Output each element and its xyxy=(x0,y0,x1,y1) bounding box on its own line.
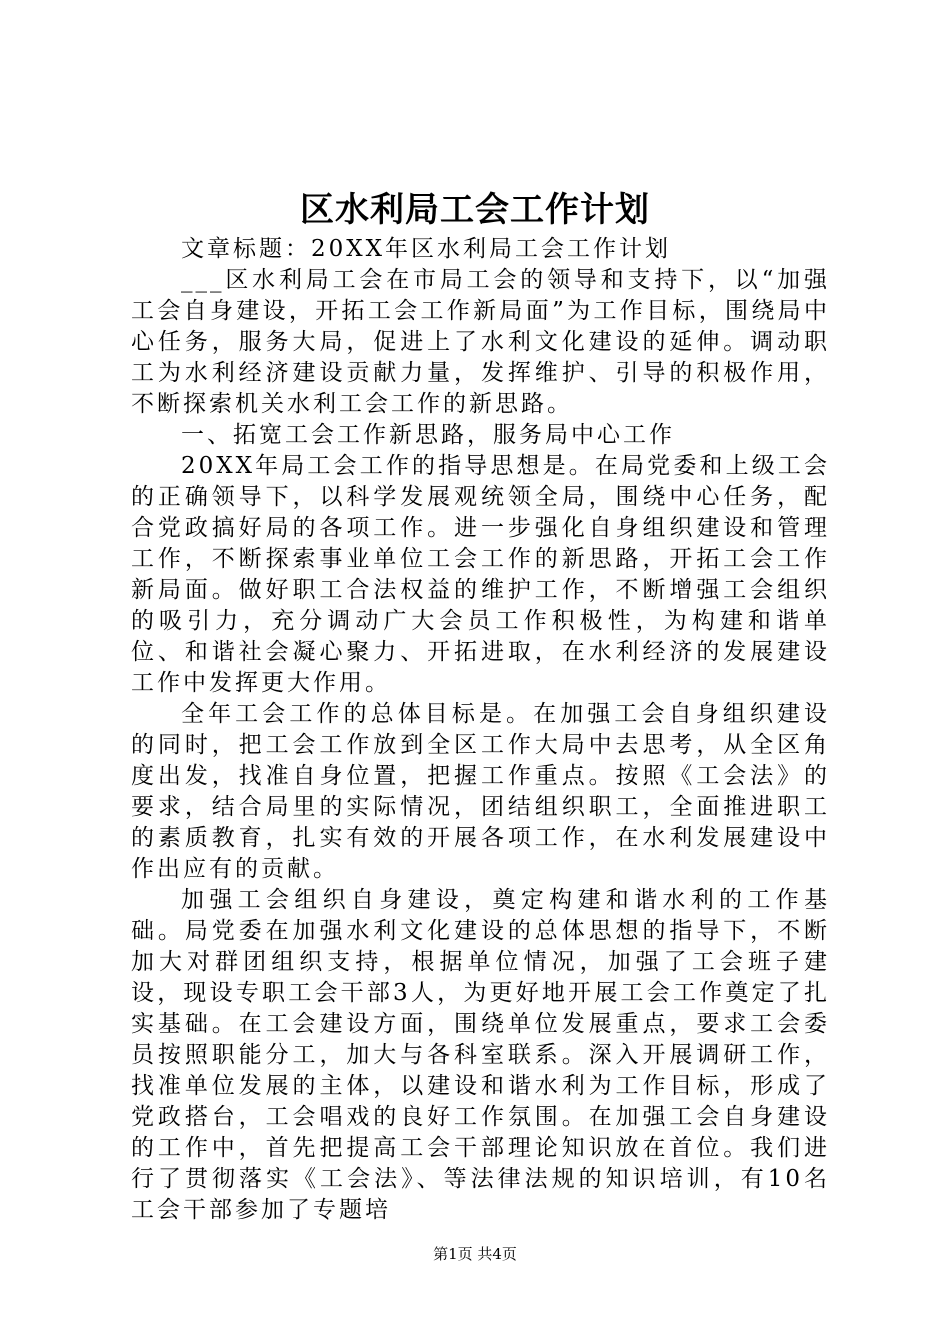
article-title-line: 文章标题：20XX年区水利局工会工作计划 xyxy=(181,236,672,262)
guiding-thought-paragraph: 20XX年局工会工作的指导思想是。在局党委和上级工会的正确领导下，以科学发展观统领全局，围绕中心任务，配合党政搞好局的各项工作。进一步强化自身组织建设和管理工作，不断探索事业单位工会工作的新思路，开拓工会工作新局面。做好职工合法权益的维护工作，不断增强工会组织的吸引力，充分调动广大会员工作积极性，为构建和谐单位、和谐社会凝心聚力、开拓进取，在水利经济的发展建设工作中发挥更大作用。 xyxy=(131,453,830,696)
intro-paragraph: ___区水利局工会在市局工会的领导和支持下，以“加强工会自身建设，开拓工会工作新局面”为工作目标，围绕局中心任务，服务大局，促进上了水利文化建设的延伸。调动职工为水利经济建设贡献力量，发挥维护、引导的积极作用，不断探索机关水利工会工作的新思路。 xyxy=(131,267,830,417)
document-title: 区水利局工会工作计划 xyxy=(300,190,650,230)
organization-building-paragraph: 加强工会组织自身建设，奠定构建和谐水利的工作基础。局党委在加强水利文化建设的总体思想的指导下，不断加大对群团组织支持，根据单位情况，加强了工会班子建设，现设专职工会干部3人，为更好地开展工会工作奠定了扎实基础。在工会建设方面，围绕单位发展重点，要求工会委员按照职能分工，加大与各科室联系。深入开展调研工作，找准单位发展的主体，以建设和谐水利为工作目标，形成了党政搭台，工会唱戏的良好工作氛围。在加强工会自身建设的工作中，首先把提高工会干部理论知识放在首位。我们进行了贯彻落实《工会法》、等法律法规的知识培训，有10名工会干部参加了专题培 xyxy=(131,887,830,1223)
page-number-footer: 第1页 共4页 xyxy=(433,1245,517,1263)
section-heading: 一、拓宽工会工作新思路，服务局中心工作 xyxy=(181,422,675,448)
document-body xyxy=(131,234,830,1226)
overall-goal-paragraph: 全年工会工作的总体目标是。在加强工会自身组织建设的同时，把工会工作放到全区工作大局中去思考，从全区角度出发，找准自身位置，把握工作重点。按照《工会法》的要求，结合局里的实际情况，团结组织职工，全面推进职工的素质教育，扎实有效的开展各项工作，在水利发展建设中作出应有的贡献。 xyxy=(131,701,830,882)
